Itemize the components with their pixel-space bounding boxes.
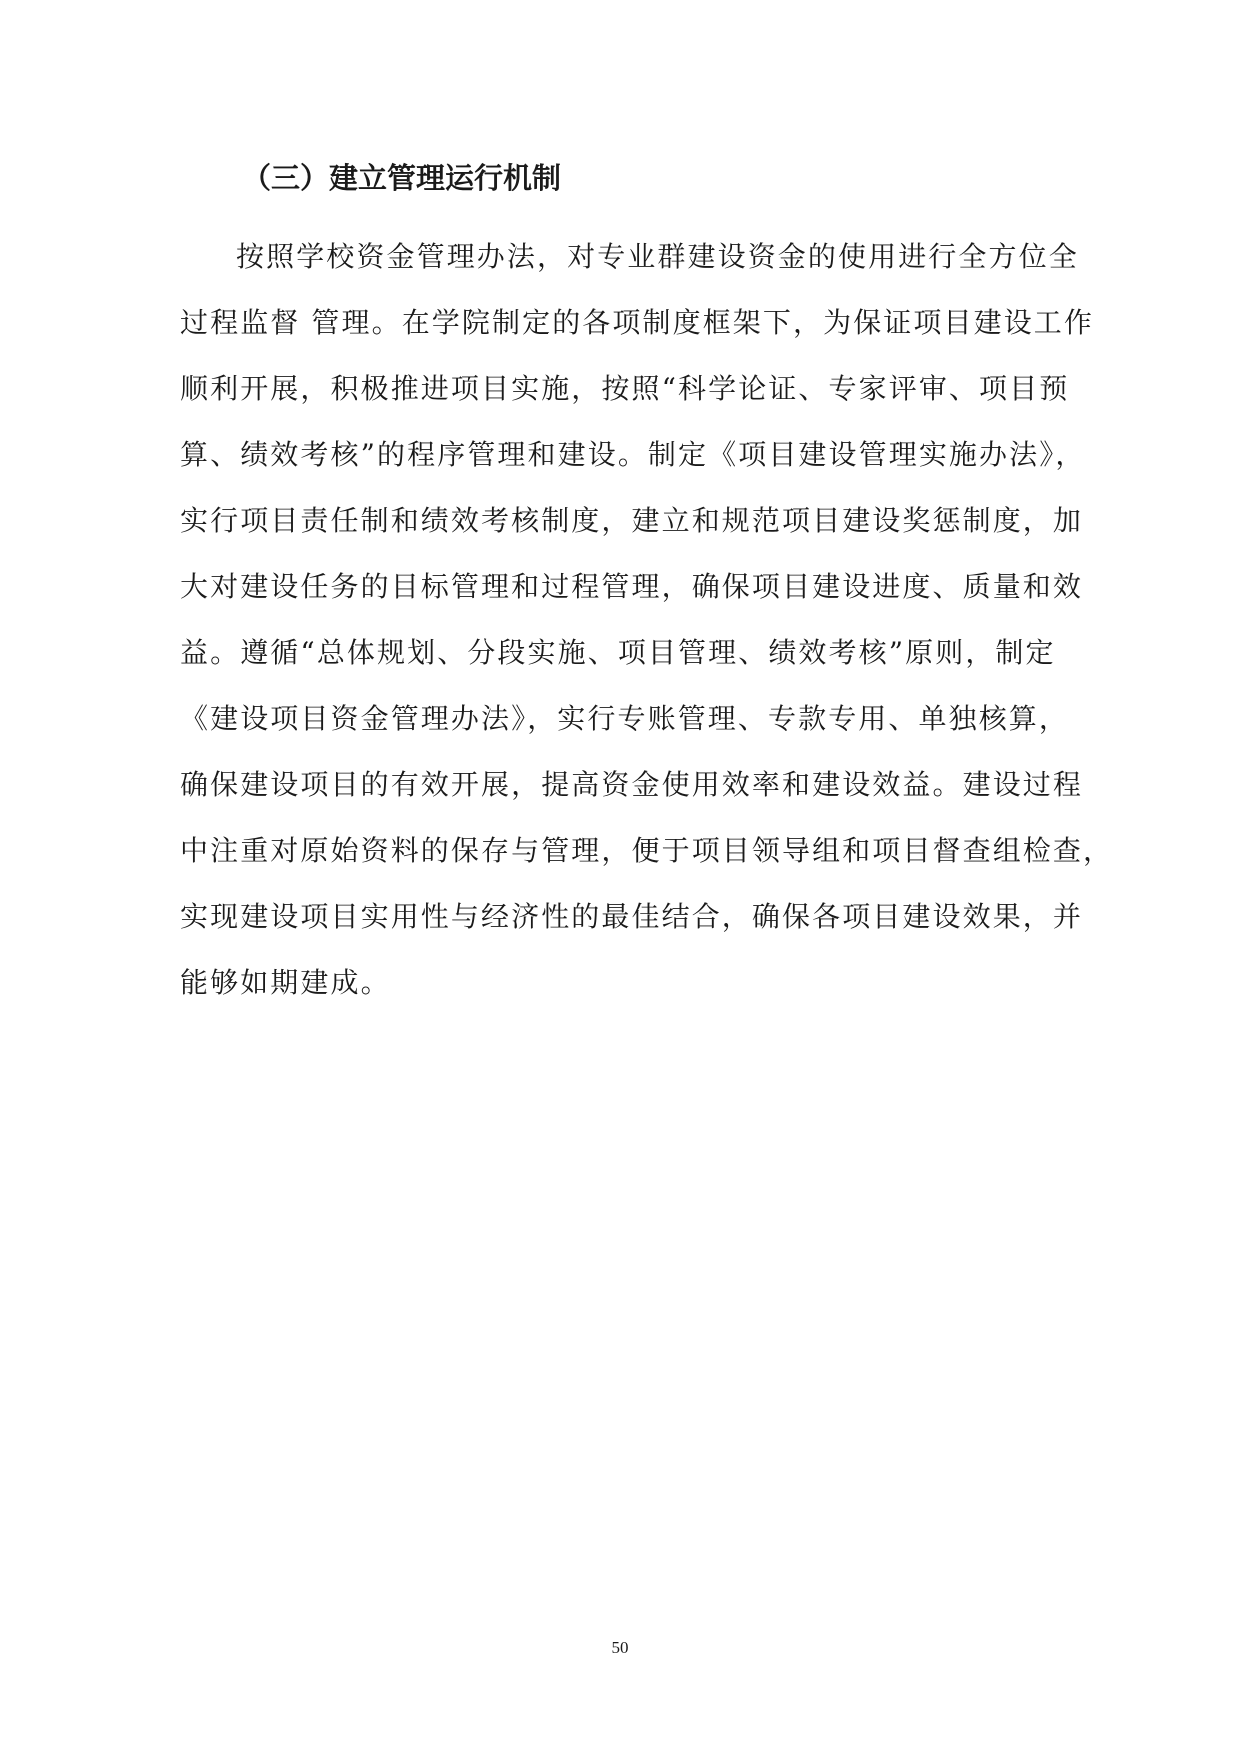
paragraph-line: 过程监督 管理。在学院制定的各项制度框架下，为保证项目建设工作	[180, 306, 1095, 339]
paragraph-line: 实现建设项目实用性与经济性的最佳结合，确保各项目建设效果，并	[180, 900, 1084, 933]
paragraph-line: 《建设项目资金管理办法》，实行专账管理、专款专用、单独核算，	[180, 702, 1070, 735]
paragraph-line: 大对建设任务的目标管理和过程管理，确保项目建设进度、质量和效	[180, 570, 1084, 603]
paragraph-line: 益。遵循“总体规划、分段实施、项目管理、绩效考核”原则，制定	[180, 636, 1056, 669]
page-number: 50	[611, 1638, 629, 1657]
body-paragraph	[180, 224, 1114, 1016]
paragraph-line: 算、绩效考核”的程序管理和建设。制定《项目建设管理实施办法》，	[180, 438, 1086, 471]
paragraph-line: 实行项目责任制和绩效考核制度，建立和规范项目建设奖惩制度，加	[180, 504, 1084, 537]
paragraph-line: 确保建设项目的有效开展，提高资金使用效率和建设效益。建设过程	[180, 768, 1084, 801]
paragraph-line: 按照学校资金管理办法，对专业群建设资金的使用进行全方位全	[236, 240, 1079, 273]
section-heading: （三）建立管理运行机制	[242, 161, 562, 195]
paragraph-line: 中注重对原始资料的保存与管理，便于项目领导组和项目督查组检查，	[180, 834, 1114, 867]
paragraph-line: 顺利开展，积极推进项目实施，按照“科学论证、专家评审、项目预	[180, 372, 1070, 405]
paragraph-line: 能够如期建成。	[180, 966, 391, 999]
